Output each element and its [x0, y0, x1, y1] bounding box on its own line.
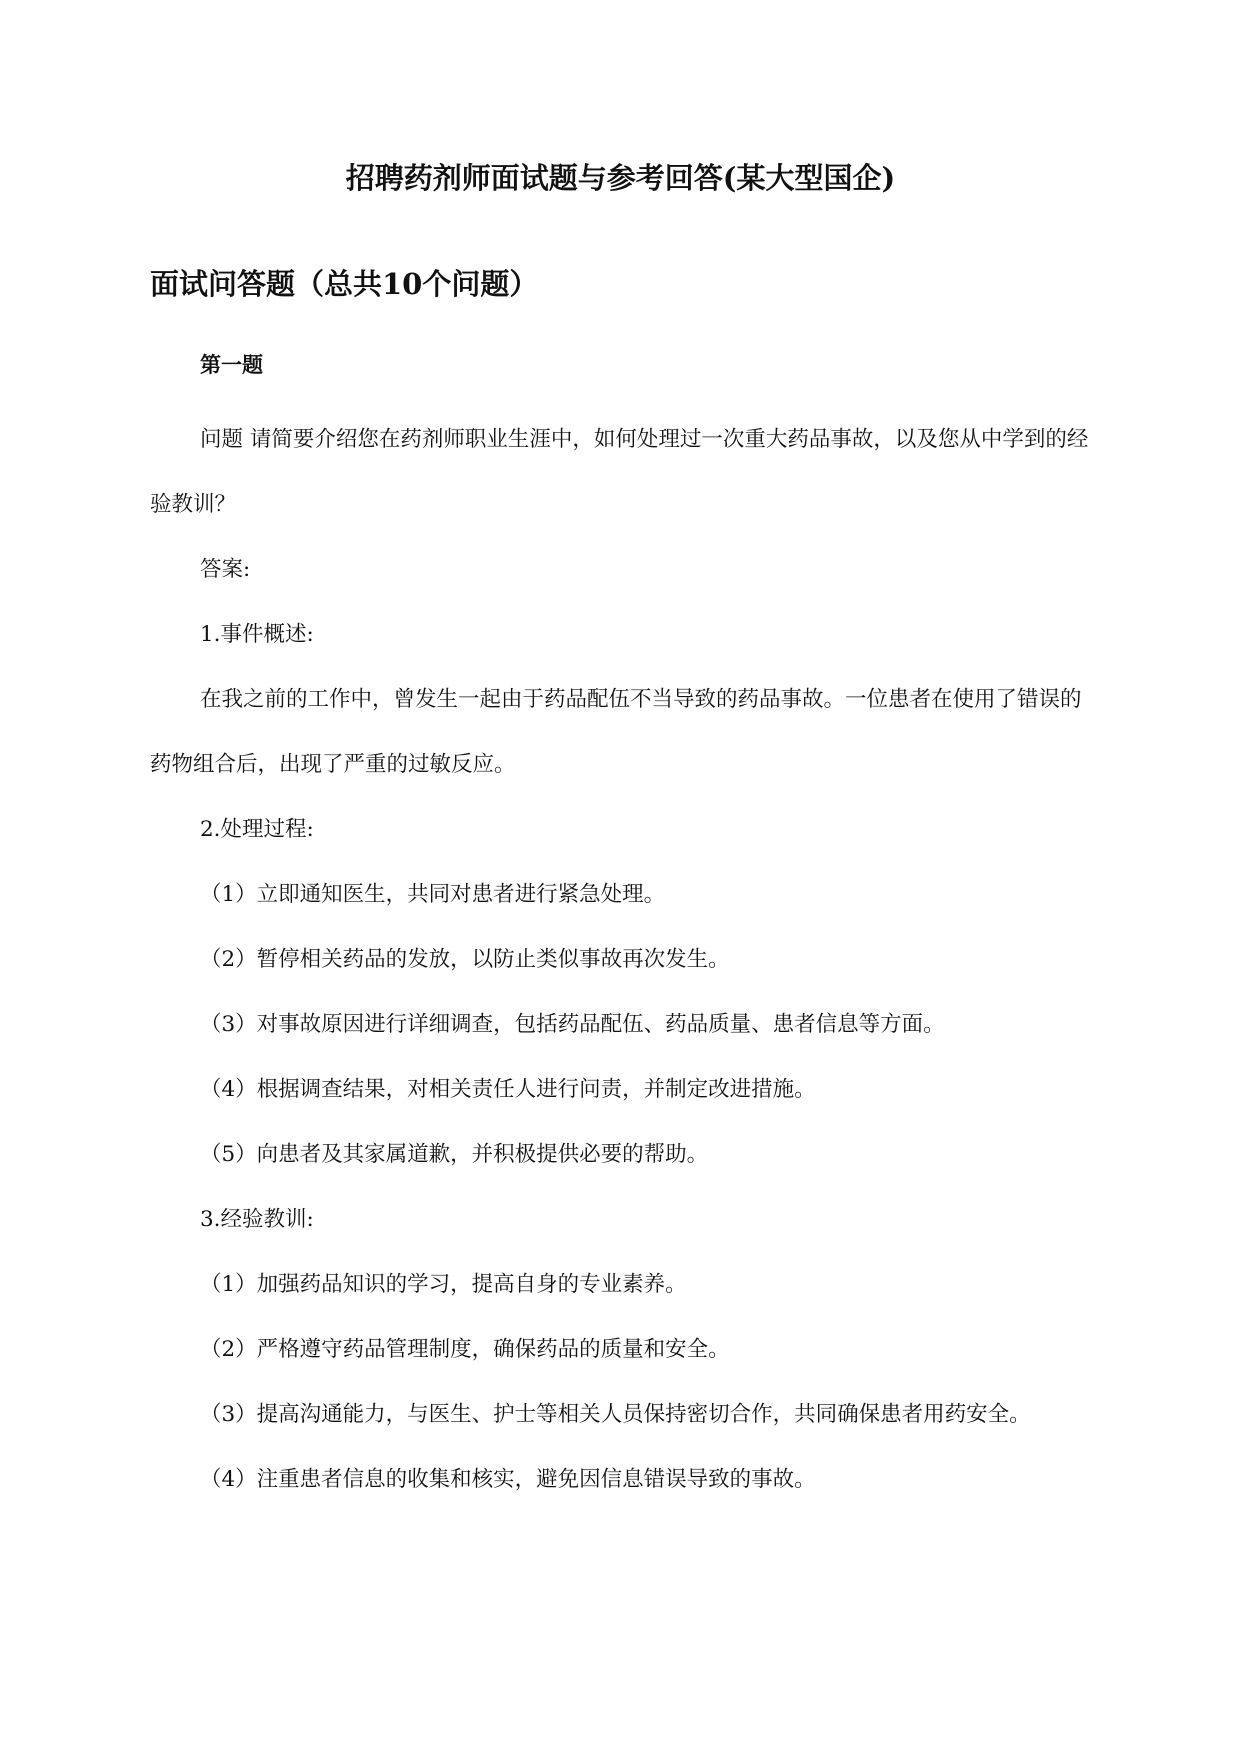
paragraph-process-5: （5）向患者及其家属道歉，并积极提供必要的帮助。 [200, 1142, 709, 1167]
paragraph-heading-overview: 1.事件概述: [200, 622, 314, 647]
paragraph-overview: 在我之前的工作中，曾发生一起由于药品配伍不当导致的药品事故。一位患者在使用了错误的药物组合后，出现了严重的过敏反应。 [150, 687, 1082, 777]
question-heading: 第一题 [200, 352, 263, 377]
paragraph-process-3: （3）对事故原因进行详细调查，包括药品配伍、药品质量、患者信息等方面。 [200, 1012, 945, 1037]
paragraph-lesson-3: （3）提高沟通能力，与医生、护士等相关人员保持密切合作，共同确保患者用药安全。 [200, 1402, 1031, 1427]
paragraph-heading-process: 2.处理过程: [200, 817, 314, 842]
section-heading: 面试问答题（总共10个问题） [150, 267, 539, 301]
document-title: 招聘药剂师面试题与参考回答(某大型国企) [345, 161, 896, 195]
paragraph-lesson-4: （4）注重患者信息的收集和核实，避免因信息错误导致的事故。 [200, 1467, 816, 1492]
paragraph-lesson-2: （2）严格遵守药品管理制度，确保药品的质量和安全。 [200, 1337, 730, 1362]
document-body [150, 407, 1090, 1512]
paragraph-heading-lessons: 3.经验教训: [200, 1207, 314, 1232]
paragraph-process-4: （4）根据调查结果，对相关责任人进行问责，并制定改进措施。 [200, 1077, 816, 1102]
paragraph-answer-label: 答案: [200, 557, 251, 582]
paragraph-process-2: （2）暂停相关药品的发放，以防止类似事故再次发生。 [200, 947, 730, 972]
paragraph-process-1: （1）立即通知医生，共同对患者进行紧急处理。 [200, 882, 666, 907]
paragraph-question: 问题 请简要介绍您在药剂师职业生涯中，如何处理过一次重大药品事故，以及您从中学到的经验教训？ [150, 427, 1089, 517]
paragraph-lesson-1: （1）加强药品知识的学习，提高自身的专业素养。 [200, 1272, 687, 1297]
